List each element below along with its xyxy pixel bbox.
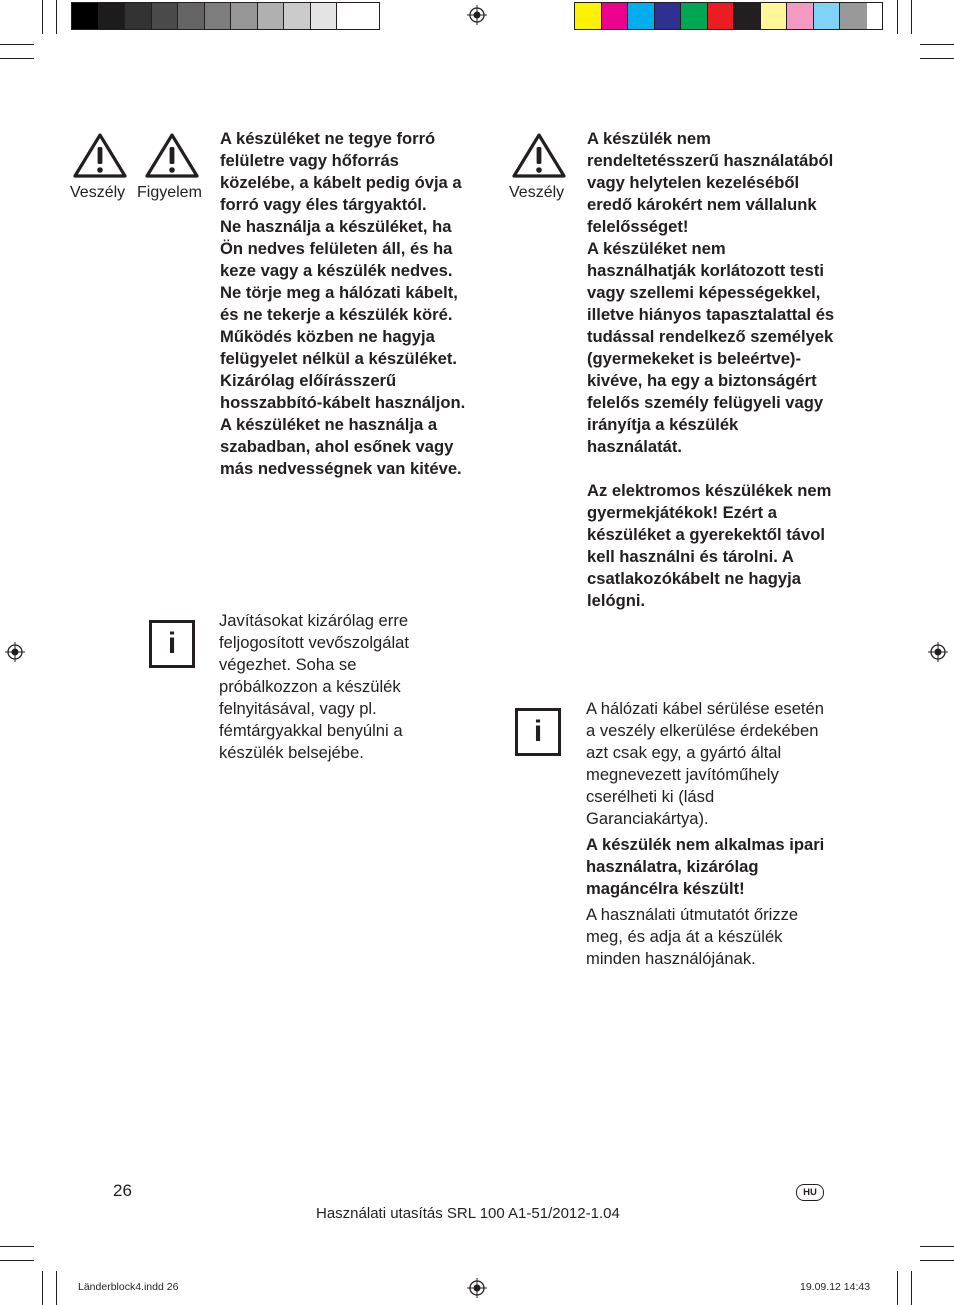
crop-mark: [911, 0, 912, 34]
crop-mark: [920, 58, 954, 59]
info-icon: i: [515, 708, 561, 756]
crop-mark: [42, 0, 43, 34]
crop-mark: [920, 1246, 954, 1247]
warning-paragraph: A készüléket nem használhatják korlátozott testi vagy szellemi képességekkel, illetve hiányos tapasztalattal és tudással rendelkező személyek (gyermekeket is beleértve)-kivéve, ha egy a biztonságért felelős személy felügyeli vagy irányítja a készülék használatát.: [587, 239, 835, 456]
color-swatch: [681, 3, 708, 29]
warning-paragraph: Működés közben ne hagyja felügyelet nélkül a készüléket. Kizárólag előírásszerű hosszabbító-kábelt használjon. A készüléket ne használja a szabadban, ahol esőnek vagy más nedvességnek van kitéve.: [220, 327, 466, 478]
color-swatch: [575, 3, 602, 29]
crop-mark: [0, 1246, 34, 1247]
color-swatch: [337, 3, 364, 29]
slug-date-info: 19.09.12 14:43: [800, 1281, 871, 1293]
info-paragraph: A használati útmutatót őrizze meg, és adja át a készülék minden használójának.: [586, 905, 799, 968]
danger-label: Veszély: [70, 184, 126, 201]
color-swatch: [205, 3, 232, 29]
color-swatch: [602, 3, 629, 29]
color-swatch: [734, 3, 761, 29]
caution-label: Figyelem: [137, 184, 202, 201]
registration-mark-icon: [467, 5, 487, 25]
color-swatch: [814, 3, 841, 29]
crop-mark: [920, 44, 954, 45]
info-paragraph: A hálózati kábel sérülése esetén a veszély elkerülése érdekében azt csak egy, a gyártó által megnevezett javítóműhely cserélheti ki (lásd Garanciakártya).: [586, 699, 825, 828]
grayscale-color-bar: [71, 2, 380, 30]
language-badge: HU: [796, 1184, 824, 1201]
left-warning-text: [220, 128, 470, 480]
page-number: 26: [113, 1181, 132, 1200]
info-bold-paragraph: A készülék nem alkalmas ipari használatra, kizárólag magáncélra készült!: [586, 835, 825, 898]
color-swatch: [708, 3, 735, 29]
color-swatch: [72, 3, 99, 29]
color-swatch: [628, 3, 655, 29]
left-info-text: Javításokat kizárólag erre feljogosított vevőszolgálat végezhet. Soha se próbálkozzon a készülék felnyitásával, vagy pl. fémtárgyakkal benyúlni a készülék belsejébe.: [219, 611, 410, 762]
color-swatch: [284, 3, 311, 29]
color-swatch: [655, 3, 682, 29]
crop-mark: [0, 58, 34, 59]
warning-paragraph: Ne törje meg a hálózati kábelt, és ne tekerje a készülék köré.: [220, 283, 458, 324]
color-swatch: [231, 3, 258, 29]
warning-paragraph: Ne használja a készüléket, ha Ön nedves felületen áll, és ha keze vagy a készülék nedves.: [220, 217, 453, 280]
process-color-bar: [574, 2, 883, 30]
crop-mark: [0, 44, 34, 45]
children-warning-paragraph: Az elektromos készülékek nem gyermekjátékok! Ezért a készüléket a gyerekektől távol kell használni és tárolni. A csatlakozókábelt ne hagyja lelógni.: [587, 481, 832, 610]
right-info-text: [586, 698, 836, 970]
crop-mark: [42, 1271, 43, 1305]
crop-mark: [0, 1260, 34, 1261]
crop-mark: [56, 1271, 57, 1305]
color-swatch: [125, 3, 152, 29]
registration-mark-icon: [5, 642, 25, 662]
color-swatch: [761, 3, 788, 29]
danger-warning-icon: [510, 131, 568, 179]
color-swatch: [178, 3, 205, 29]
color-swatch: [152, 3, 179, 29]
danger-warning-icon: [71, 131, 129, 179]
info-icon: i: [149, 620, 195, 668]
warning-paragraph: A készüléket ne tegye forró felületre vagy hőforrás közelébe, a kábelt pedig óvja a forró vagy éles tárgyaktól.: [220, 129, 462, 214]
registration-mark-icon: [928, 642, 948, 662]
registration-mark-icon: [467, 1278, 487, 1298]
color-swatch: [258, 3, 285, 29]
warning-paragraph: A készülék nem rendeltetésszerű használatából vagy helytelen kezeléséből eredő károkért nem vállalunk felelősséget!: [587, 129, 834, 236]
slug-file-info: Länderblock4.indd 26: [78, 1281, 179, 1293]
crop-mark: [920, 1260, 954, 1261]
crop-mark: [897, 1271, 898, 1305]
crop-mark: [897, 0, 898, 34]
crop-mark: [911, 1271, 912, 1305]
document-title: Használati utasítás SRL 100 A1-51/2012-1.04: [316, 1205, 620, 1222]
color-swatch: [311, 3, 338, 29]
color-swatch: [787, 3, 814, 29]
danger-label: Veszély: [509, 184, 565, 201]
color-swatch: [840, 3, 867, 29]
color-swatch: [99, 3, 126, 29]
crop-mark: [56, 0, 57, 34]
caution-warning-icon: [143, 131, 201, 179]
right-warning-text: [587, 128, 837, 612]
